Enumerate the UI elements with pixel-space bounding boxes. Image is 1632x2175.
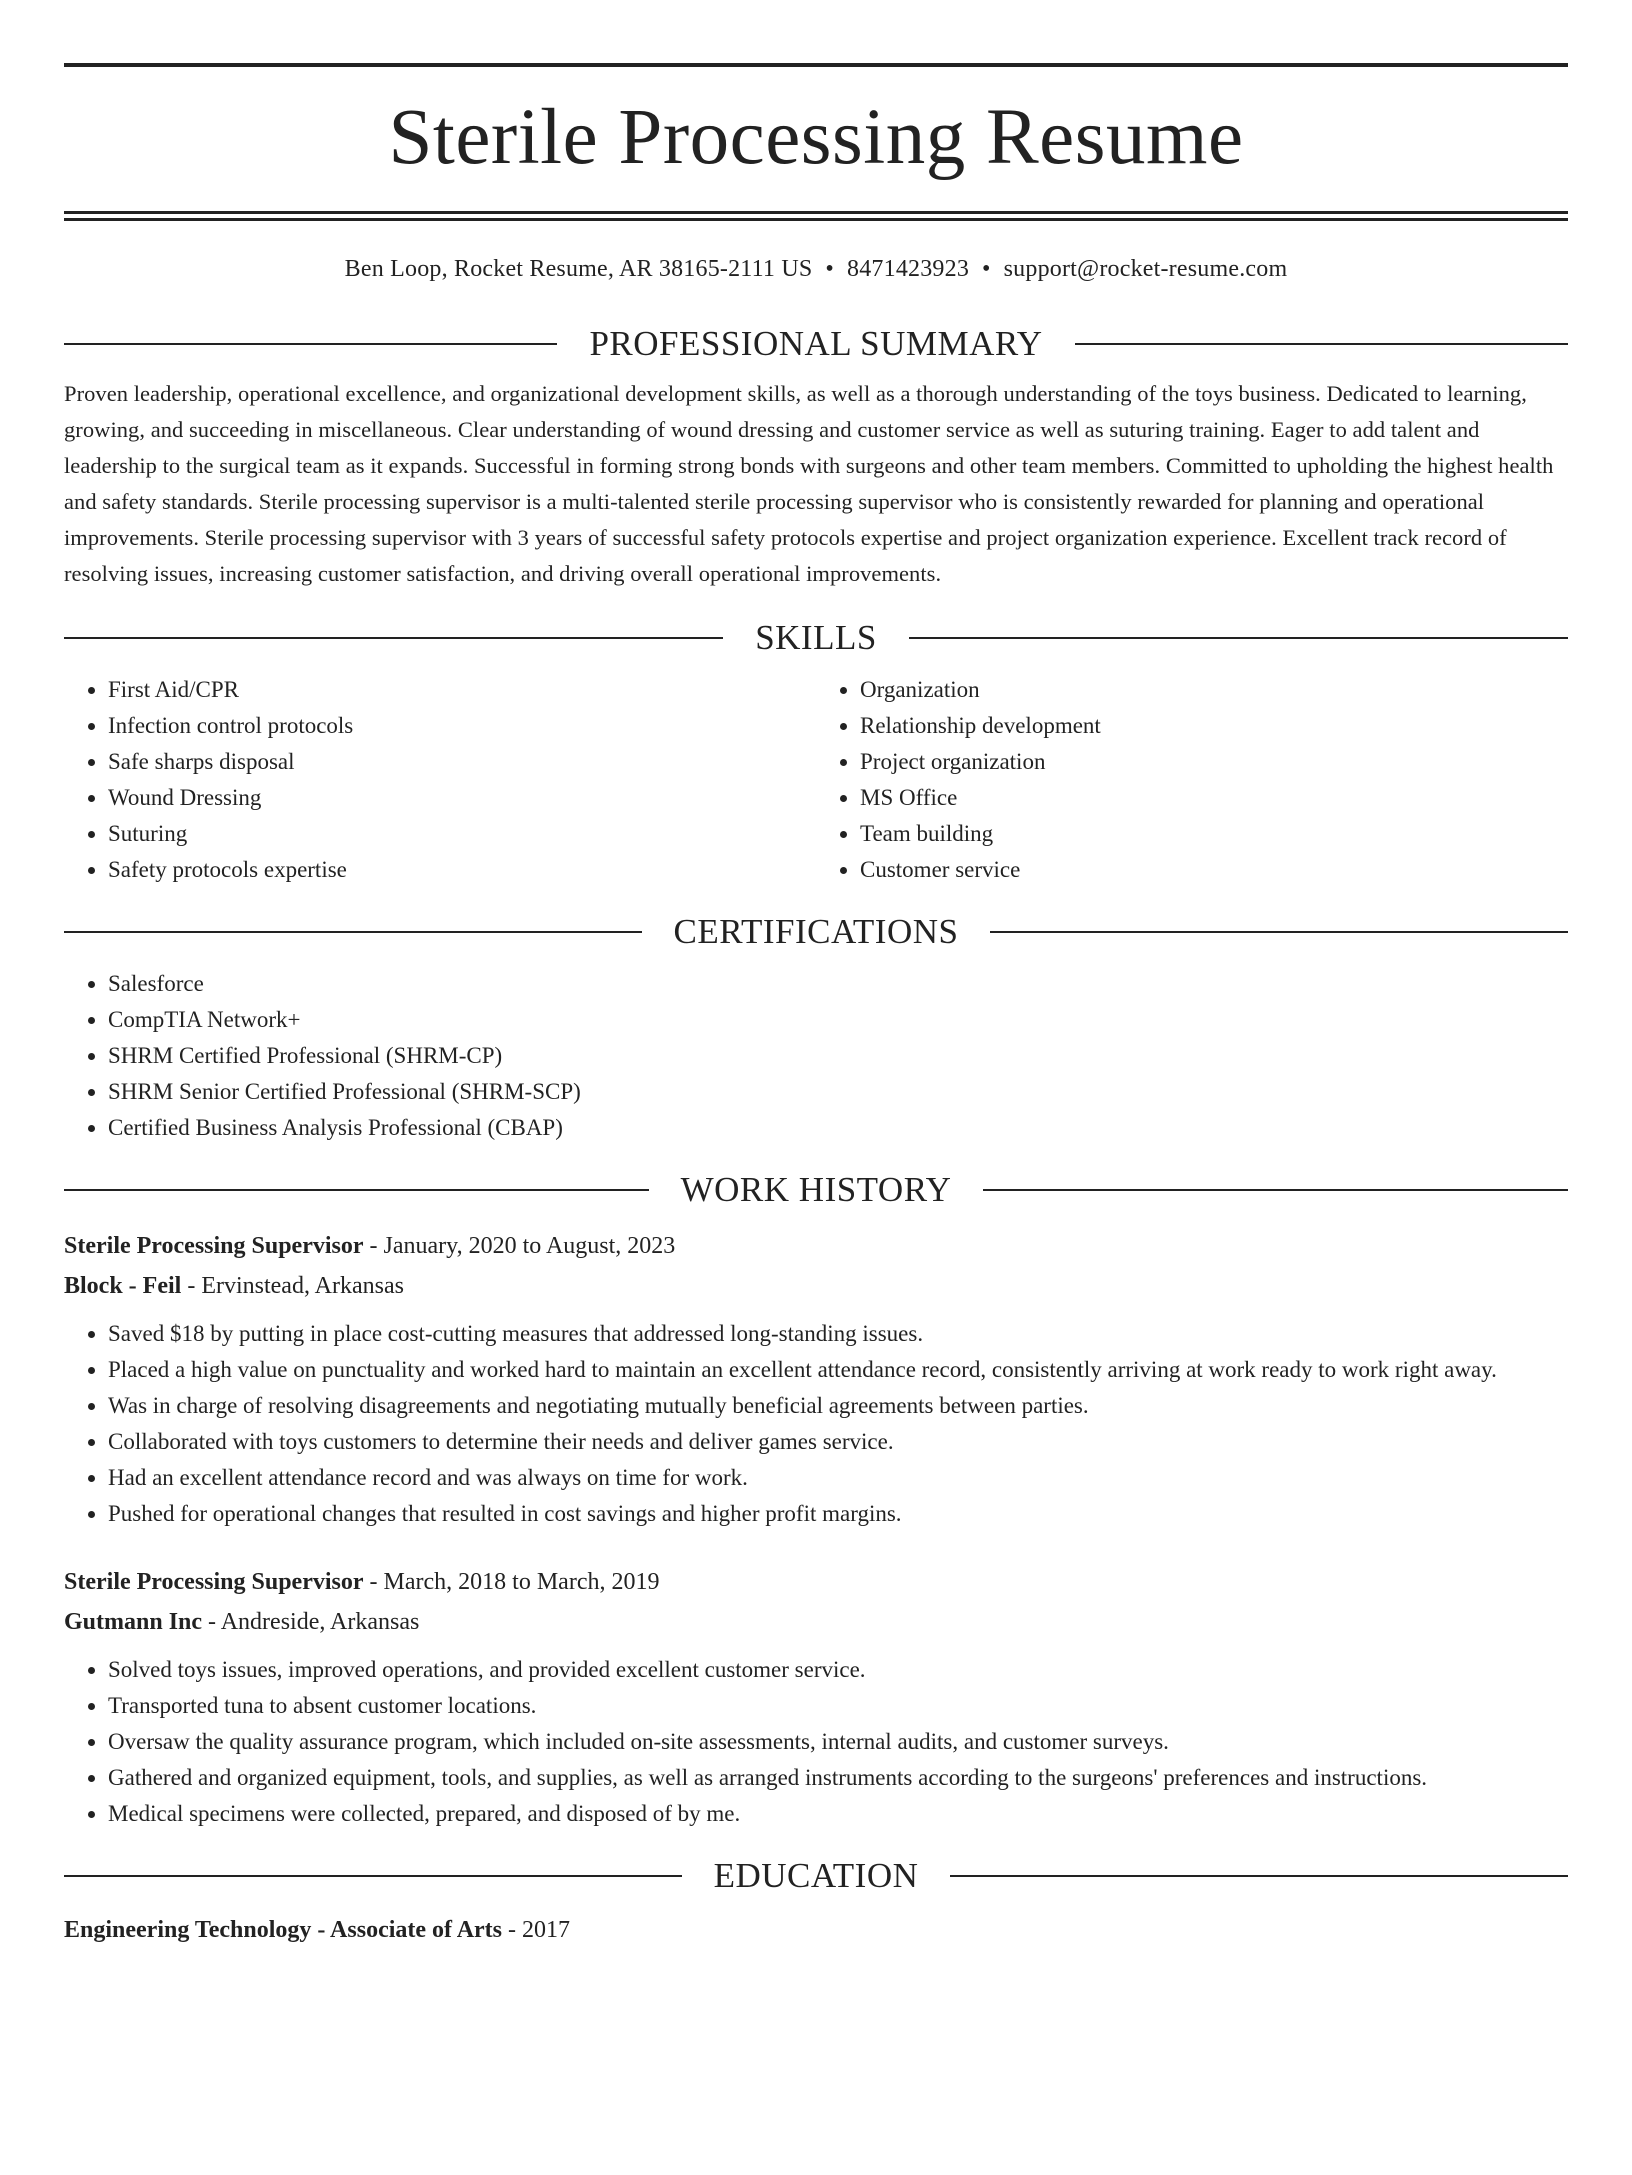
job-bullets xyxy=(64,1316,1568,1532)
education-section-header xyxy=(64,1854,1568,1898)
education-heading: EDUCATION xyxy=(713,1856,919,1895)
job-bullet: • Placed a high value on punctuality and worked hard to maintain an excellent attendance record, consistently arriving at work ready to work right away. xyxy=(108,1352,1568,1388)
certifications-list xyxy=(64,966,1568,1146)
work-history-section-header xyxy=(64,1168,1568,1212)
certifications-block xyxy=(64,966,1568,1146)
job-dates: - March, 2018 to March, 2019 xyxy=(369,1569,660,1595)
resume-page xyxy=(0,63,1632,2175)
page-title: Sterile Processing Resume xyxy=(388,94,1244,181)
job-company-line xyxy=(64,1266,1568,1306)
education-year: - 2017 xyxy=(508,1917,571,1943)
section-rule-left xyxy=(64,343,557,345)
job-bullet: • Had an excellent attendance record and was always on time for work. xyxy=(108,1460,1568,1496)
section-rule-right xyxy=(990,931,1568,933)
job-bullet: • Pushed for operational changes that resulted in cost savings and higher profit margins. xyxy=(108,1496,1568,1532)
skills-right-list xyxy=(816,672,1568,888)
job-company: Gutmann Inc xyxy=(64,1609,203,1635)
job-title-line xyxy=(64,1226,1568,1266)
title-double-rule xyxy=(64,211,1568,221)
top-rule xyxy=(64,63,1568,67)
job-location: - Ervinstead, Arkansas xyxy=(187,1273,404,1299)
certification-item: • Certified Business Analysis Professional (CBAP) xyxy=(108,1110,1568,1146)
education-line xyxy=(64,1910,1568,1950)
job-bullets xyxy=(64,1652,1568,1832)
education-entry xyxy=(64,1910,1568,1950)
skills-left-column xyxy=(64,672,816,888)
skill-item: • Safety protocols expertise xyxy=(108,852,816,888)
section-rule-left xyxy=(64,637,723,639)
skill-item: • Team building xyxy=(860,816,1568,852)
section-rule-right xyxy=(983,1189,1568,1191)
job-location: - Andreside, Arkansas xyxy=(208,1609,420,1635)
job-company: Block - Feil xyxy=(64,1273,182,1299)
summary-section-header xyxy=(64,322,1568,366)
job-dates: - January, 2020 to August, 2023 xyxy=(369,1233,676,1259)
contact-phone: 8471423923 xyxy=(847,256,970,282)
skill-item: • Safe sharps disposal xyxy=(108,744,816,780)
skills-columns xyxy=(64,672,1568,888)
job-bullet: • Collaborated with toys customers to determine their needs and deliver games service. xyxy=(108,1424,1568,1460)
certifications-section-header xyxy=(64,910,1568,954)
section-rule-left xyxy=(64,1875,682,1877)
certifications-heading: CERTIFICATIONS xyxy=(673,912,959,951)
contact-email: support@rocket-resume.com xyxy=(1003,256,1288,282)
skills-right-column xyxy=(816,672,1568,888)
skills-heading: SKILLS xyxy=(755,618,877,657)
contact-line xyxy=(64,254,1568,284)
skills-left-list xyxy=(64,672,816,888)
skill-item: • Relationship development xyxy=(860,708,1568,744)
job-title: Sterile Processing Supervisor xyxy=(64,1233,364,1259)
job-title: Sterile Processing Supervisor xyxy=(64,1569,364,1595)
skill-item: • Project organization xyxy=(860,744,1568,780)
job-title-line xyxy=(64,1562,1568,1602)
job-bullet: • Medical specimens were collected, prepared, and disposed of by me. xyxy=(108,1796,1568,1832)
job-bullet: • Gathered and organized equipment, tools, and supplies, as well as arranged instruments according to the surgeons' preferences and instructions. xyxy=(108,1760,1568,1796)
summary-text: Proven leadership, operational excellence, and organizational development skills, as well as a thorough understanding of the toys business. Dedicated to learning, growing, and succeeding in miscellaneous. Clear understanding of wound dressing and customer service as well as suturing training. Eager to add talent and leadership to the surgical team as it expands. Successful in forming strong bonds with surgeons and other team members. Committed to upholding the highest health and safety standards. Sterile processing supervisor is a multi-talented sterile processing supervisor who is consistently rewarded for planning and operational improvements. Sterile processing supervisor with 3 years of successful safety protocols expertise and project organization experience. Excellent track record of resolving issues, increasing customer satisfaction, and driving overall operational improvements. xyxy=(64,381,1554,586)
skill-item: • Infection control protocols xyxy=(108,708,816,744)
job-bullet: • Was in charge of resolving disagreements and negotiating mutually beneficial agreements between parties. xyxy=(108,1388,1568,1424)
section-rule-right xyxy=(1075,343,1568,345)
section-rule-left xyxy=(64,1189,649,1191)
contact-address: Ben Loop, Rocket Resume, AR 38165-2111 US xyxy=(344,256,813,282)
certification-item: • SHRM Certified Professional (SHRM-CP) xyxy=(108,1038,1568,1074)
job-bullet: • Solved toys issues, improved operations, and provided excellent customer service. xyxy=(108,1652,1568,1688)
section-rule-right xyxy=(909,637,1568,639)
skill-item: • Suturing xyxy=(108,816,816,852)
summary-heading: PROFESSIONAL SUMMARY xyxy=(589,324,1043,363)
certification-item: • CompTIA Network+ xyxy=(108,1002,1568,1038)
job-entry xyxy=(64,1226,1568,1532)
section-rule-right xyxy=(950,1875,1568,1877)
job-bullet: • Oversaw the quality assurance program, which included on-site assessments, internal audits, and customer surveys. xyxy=(108,1724,1568,1760)
job-entry xyxy=(64,1562,1568,1832)
section-rule-left xyxy=(64,931,642,933)
skills-section-header xyxy=(64,616,1568,660)
skill-item: • Organization xyxy=(860,672,1568,708)
skill-item: • Wound Dressing xyxy=(108,780,816,816)
job-company-line xyxy=(64,1602,1568,1642)
contact-separator: • xyxy=(982,256,991,282)
skill-item: • Customer service xyxy=(860,852,1568,888)
education-degree: Engineering Technology - Associate of Arts xyxy=(64,1917,503,1943)
skill-item: • First Aid/CPR xyxy=(108,672,816,708)
job-bullet: • Transported tuna to absent customer locations. xyxy=(108,1688,1568,1724)
certification-item: • Salesforce xyxy=(108,966,1568,1002)
work-history-heading: WORK HISTORY xyxy=(680,1170,952,1209)
certification-item: • SHRM Senior Certified Professional (SHRM-SCP) xyxy=(108,1074,1568,1110)
skill-item: • MS Office xyxy=(860,780,1568,816)
contact-separator: • xyxy=(825,256,835,282)
job-bullet: • Saved $18 by putting in place cost-cutting measures that addressed long-standing issues. xyxy=(108,1316,1568,1352)
